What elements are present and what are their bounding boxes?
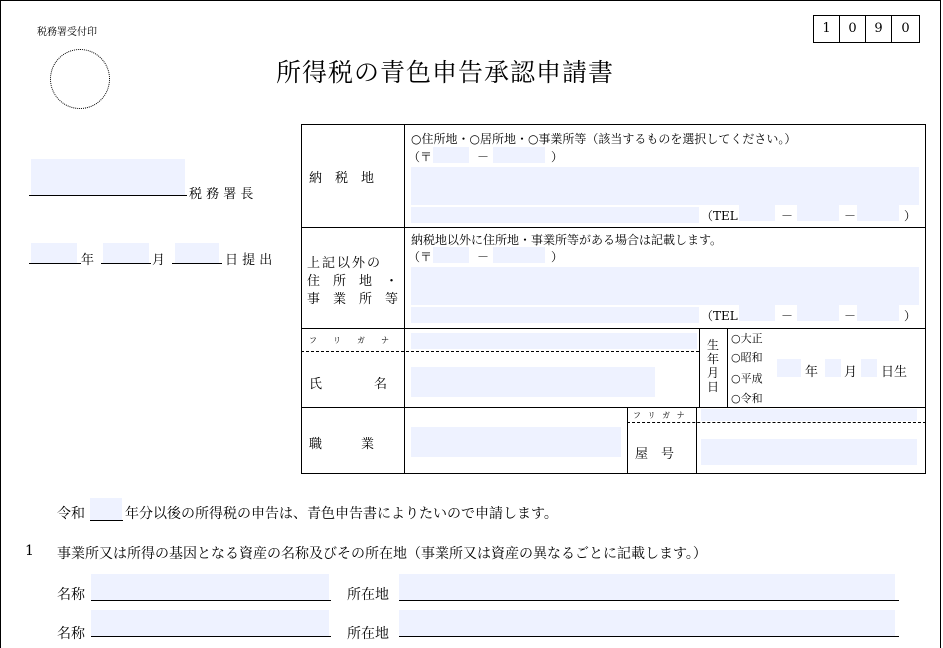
postal-open: （〒 xyxy=(408,150,433,164)
other-address-label-1: 上記以外の xyxy=(307,256,383,271)
other-tel-2[interactable] xyxy=(797,305,839,321)
row-divider xyxy=(301,328,926,329)
doc-number-underline xyxy=(813,42,920,43)
birth-label-2: 年 xyxy=(707,352,720,366)
tax-office-field[interactable] xyxy=(31,159,185,195)
postal-dash: － xyxy=(477,150,490,164)
birth-month-label: 月 xyxy=(844,365,858,380)
shop-name-field[interactable] xyxy=(701,439,917,465)
name-field[interactable] xyxy=(411,367,655,397)
doc-number-digit: 1 xyxy=(813,15,840,43)
job-field[interactable] xyxy=(411,427,621,457)
birth-divider xyxy=(699,328,700,407)
tel-close: ） xyxy=(904,309,917,323)
name-label-2: 名称 xyxy=(57,626,85,642)
furigana-divider xyxy=(301,351,699,352)
tel-1[interactable] xyxy=(739,205,775,221)
other-tel-3[interactable] xyxy=(857,305,899,321)
birth-year-field[interactable] xyxy=(777,359,801,377)
era-taisho[interactable]: ○大正 xyxy=(731,332,763,345)
name-furigana-field[interactable] xyxy=(411,333,697,349)
other-address-field[interactable] xyxy=(411,267,919,305)
postal-dash: － xyxy=(477,250,490,264)
facility-name-field-1[interactable] xyxy=(91,574,329,600)
office-chief-label: 税 務 署 長 xyxy=(189,187,254,202)
other-tel-1[interactable] xyxy=(739,305,775,321)
item1-number: 1 xyxy=(25,543,34,559)
location-label-1: 所在地 xyxy=(347,587,389,603)
furigana-label: フ リ ガ ナ xyxy=(309,336,393,345)
shop-furigana-label: フ リ ガ ナ xyxy=(633,411,687,420)
birth-year-label: 年 xyxy=(805,365,819,380)
name-label-1: 名称 xyxy=(57,587,85,603)
tel-open: （TEL xyxy=(701,209,738,223)
year-label: 年 xyxy=(81,253,95,268)
form-title: 所得税の青色申告承認申請書 xyxy=(276,58,615,87)
tax-office-underline xyxy=(29,195,187,196)
job-label: 職 業 xyxy=(309,437,375,452)
other-address-note: 納税地以外に住所地・事業所等がある場合は記載します。 xyxy=(411,233,723,247)
item1-text: 事業所又は所得の基因となる資産の名称及びその所在地（事業所又は資産の異なるごとに記載します。） xyxy=(57,546,707,562)
tax-place-address-field-2[interactable] xyxy=(411,207,699,223)
job-shop-divider xyxy=(627,407,628,474)
postal-open: （〒 xyxy=(408,250,433,264)
month-underline xyxy=(101,263,151,264)
shop-label: 屋 号 xyxy=(635,447,675,462)
birth-label-1: 生 xyxy=(707,338,720,352)
submit-day-field[interactable] xyxy=(175,243,219,263)
postal-close: ） xyxy=(551,250,564,264)
other-postal-code-2[interactable] xyxy=(493,247,545,263)
location-label-2: 所在地 xyxy=(347,626,389,642)
tel-open: （TEL xyxy=(701,309,738,323)
tel-3[interactable] xyxy=(857,205,899,221)
table-label-divider xyxy=(404,124,405,474)
submit-year-field[interactable] xyxy=(31,243,77,263)
application-text: 年分以後の所得税の申告は、青色申告書によりたいので申請します。 xyxy=(125,506,558,522)
row-divider xyxy=(301,407,926,408)
name-label: 氏 名 xyxy=(309,377,388,392)
birth-month-field[interactable] xyxy=(825,359,841,377)
shop-furigana-field[interactable] xyxy=(701,409,917,421)
facility-name-underline-2 xyxy=(91,636,331,637)
doc-number-digit: 0 xyxy=(839,15,866,43)
birth-day-label: 日生 xyxy=(881,365,908,380)
birth-label-4: 日 xyxy=(707,380,720,394)
postal-close: ） xyxy=(551,150,564,164)
tel-dash: － xyxy=(844,209,857,223)
start-year-field[interactable] xyxy=(90,498,122,520)
shop-label-divider xyxy=(696,407,697,474)
birth-label-3: 月 xyxy=(707,366,720,380)
other-address-field-2[interactable] xyxy=(411,307,699,323)
postal-code-2[interactable] xyxy=(493,147,545,163)
year-underline xyxy=(29,263,81,264)
facility-location-underline-2 xyxy=(399,636,899,637)
era-reiwa[interactable]: ○令和 xyxy=(731,392,763,405)
other-address-label-3: 事 業 所 等 xyxy=(307,292,399,307)
birth-divider xyxy=(727,328,728,407)
tax-place-label: 納 税 地 xyxy=(309,171,375,186)
era-heisei[interactable]: ○平成 xyxy=(731,372,763,385)
doc-number-digit: 9 xyxy=(865,15,892,43)
day-underline xyxy=(172,263,222,264)
tel-dash: － xyxy=(781,209,794,223)
day-submit-label: 日 提 出 xyxy=(225,253,273,268)
postal-code-1[interactable] xyxy=(433,147,469,163)
birth-day-field[interactable] xyxy=(861,359,877,377)
facility-location-field-1[interactable] xyxy=(399,574,895,600)
tel-close: ） xyxy=(904,209,917,223)
tax-place-choice[interactable]: ○住所地・○居所地・○事業所等（該当するものを選択してください。） xyxy=(411,132,797,146)
reiwa-label: 令和 xyxy=(57,506,85,522)
other-address-label-2: 住 所 地 ・ xyxy=(307,274,399,289)
doc-number-digit: 0 xyxy=(891,15,920,43)
other-postal-code-1[interactable] xyxy=(433,247,469,263)
start-year-underline xyxy=(90,520,123,521)
row-divider xyxy=(301,227,926,228)
tax-place-address-field[interactable] xyxy=(411,167,919,205)
facility-location-underline-1 xyxy=(399,600,899,601)
submit-month-field[interactable] xyxy=(103,243,149,263)
tel-dash: － xyxy=(844,309,857,323)
facility-name-field-2[interactable] xyxy=(91,610,329,636)
facility-name-underline-1 xyxy=(91,600,331,601)
receipt-stamp-label: 税務署受付印 xyxy=(37,27,97,38)
shop-furigana-divider xyxy=(627,422,926,423)
tel-dash: － xyxy=(781,309,794,323)
month-label: 月 xyxy=(152,253,166,268)
facility-location-field-2[interactable] xyxy=(399,610,895,636)
tel-2[interactable] xyxy=(797,205,839,221)
receipt-stamp-circle xyxy=(50,49,110,109)
era-showa[interactable]: ○昭和 xyxy=(731,351,763,364)
